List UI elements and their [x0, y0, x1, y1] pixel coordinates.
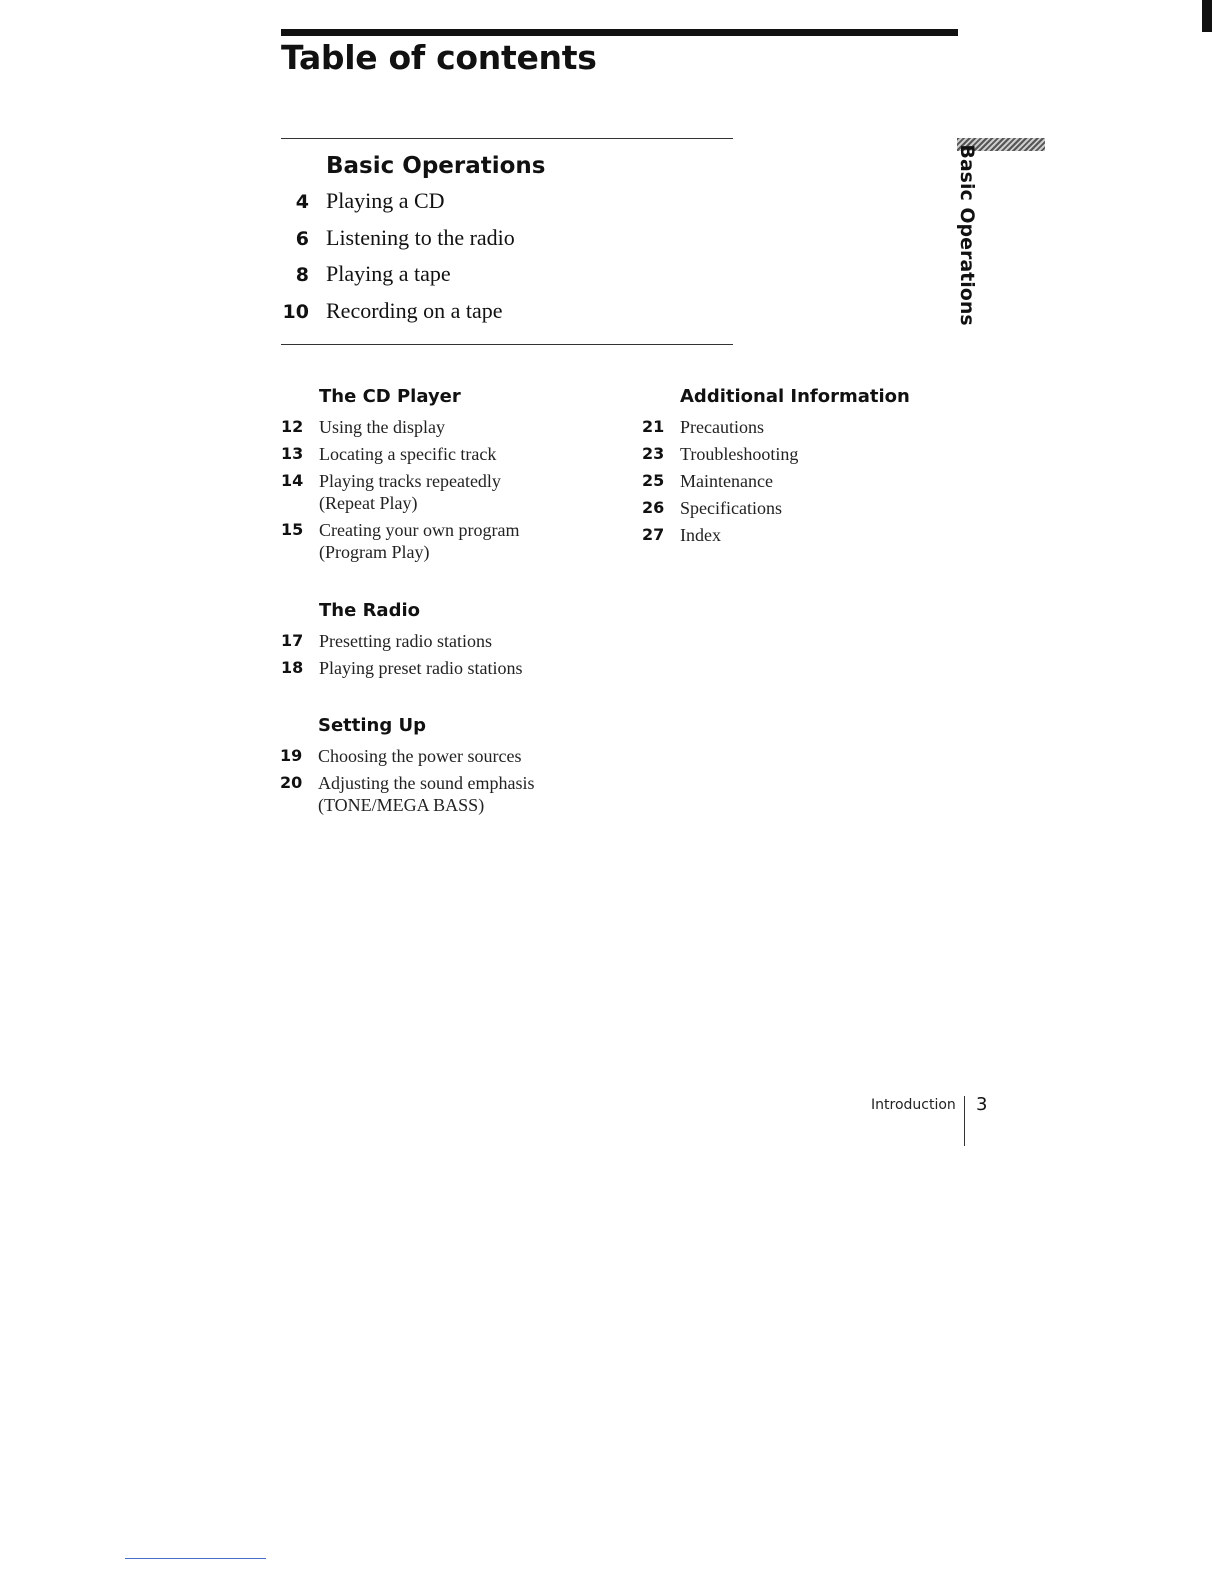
section-heading: Additional Information [680, 386, 910, 407]
page-number: 25 [642, 471, 665, 490]
page-number: 4 [295, 191, 309, 213]
entry-title: Listening to the radio [326, 224, 515, 250]
entry-title: Creating your own program (Program Play) [319, 520, 520, 562]
toc-entry[interactable] [642, 524, 962, 546]
page-number: 18 [281, 658, 304, 677]
page-number: 19 [280, 746, 303, 765]
page-number: 20 [280, 773, 303, 792]
toc-entry[interactable] [642, 443, 962, 465]
footer-divider [964, 1096, 965, 1146]
page-number: 13 [281, 444, 304, 463]
page-number: 12 [281, 417, 304, 436]
additional-information-section [642, 385, 962, 551]
section-heading: The CD Player [319, 386, 461, 407]
entry-title: Playing a tape [326, 261, 451, 286]
page-number: 17 [281, 631, 304, 650]
entry-title: Choosing the power sources [318, 746, 522, 766]
page-number: 21 [642, 417, 665, 436]
page-number: 6 [295, 227, 309, 250]
entry-title: Specifications [680, 498, 782, 518]
toc-entry[interactable] [281, 443, 601, 465]
page-number: 23 [642, 444, 665, 463]
entry-title: Precautions [680, 417, 764, 437]
page-edge-mark [1202, 0, 1212, 32]
toc-entry[interactable] [642, 497, 962, 519]
toc-entry[interactable] [281, 519, 601, 563]
page-number: 27 [642, 525, 665, 544]
toc-entry[interactable] [281, 298, 731, 335]
section-heading: Setting Up [318, 715, 427, 736]
page-number: 26 [642, 498, 665, 517]
basic-operations-list [281, 188, 731, 334]
toc-entry[interactable] [281, 630, 601, 652]
setting-up-section [280, 714, 600, 821]
toc-entry[interactable] [642, 416, 962, 438]
page-number: 14 [281, 471, 304, 490]
footer-section-label: Introduction [871, 1097, 956, 1113]
entry-title: Recording on a tape [326, 297, 503, 323]
toc-entry[interactable] [281, 261, 731, 298]
section-rule-top [281, 138, 733, 139]
toc-entry[interactable] [281, 225, 731, 262]
page-number: 8 [295, 264, 309, 286]
setting-up-list [280, 745, 600, 816]
page-footer [871, 1094, 1001, 1154]
toc-entry[interactable] [642, 470, 962, 492]
toc-entry[interactable] [281, 470, 601, 514]
toc-entry[interactable] [281, 657, 601, 679]
entry-title: Index [680, 525, 721, 545]
cd-player-section [281, 385, 601, 568]
toc-entry[interactable] [280, 772, 600, 816]
radio-section [281, 599, 601, 684]
additional-information-list [642, 416, 962, 546]
basic-operations-heading: Basic Operations [326, 153, 546, 179]
toc-entry[interactable] [281, 416, 601, 438]
entry-title: Maintenance [680, 471, 773, 491]
entry-title: Playing preset radio stations [319, 658, 523, 678]
entry-title: Presetting radio stations [319, 631, 492, 651]
page-number: 10 [282, 300, 309, 323]
footer-page-number: 3 [976, 1094, 988, 1115]
cd-player-list [281, 416, 601, 563]
side-tab-label: Basic Operations [956, 144, 978, 326]
page-number: 15 [281, 520, 304, 539]
title-rule [281, 29, 958, 36]
bottom-rule [125, 1558, 266, 1559]
section-rule-bottom [281, 344, 733, 345]
entry-title: Playing tracks repeatedly (Repeat Play) [319, 471, 501, 513]
entry-title: Adjusting the sound emphasis (TONE/MEGA BASS) [318, 773, 535, 815]
toc-entry[interactable] [281, 188, 731, 225]
entry-title: Locating a specific track [319, 444, 497, 464]
radio-list [281, 630, 601, 679]
entry-title: Playing a CD [326, 188, 445, 213]
entry-title: Using the display [319, 417, 445, 437]
entry-title: Troubleshooting [680, 444, 799, 464]
page-title: Table of contents [281, 38, 597, 77]
toc-entry[interactable] [280, 745, 600, 767]
section-heading: The Radio [319, 600, 420, 621]
